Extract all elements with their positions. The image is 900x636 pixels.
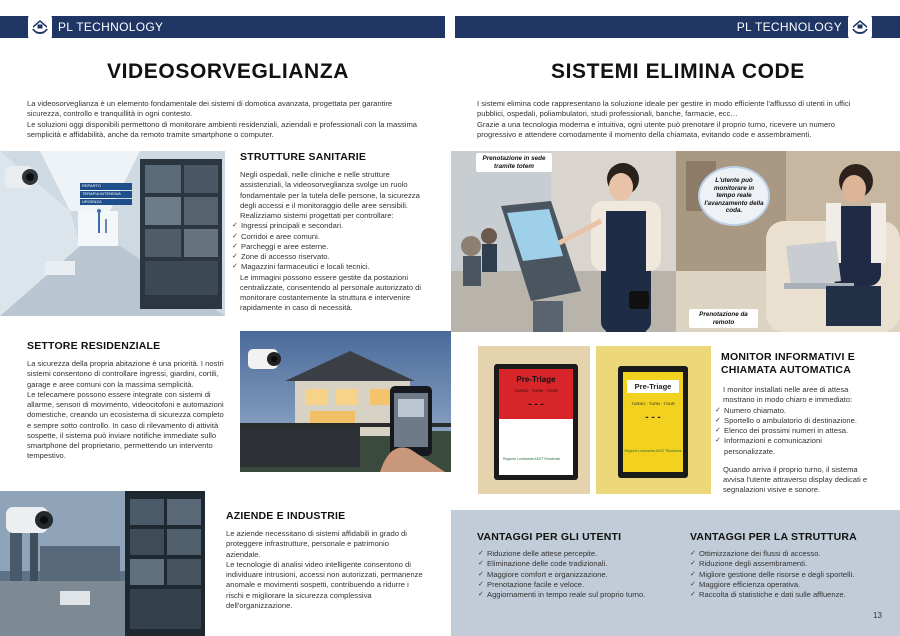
heading-strutture-sanitarie: STRUTTURE SANITARIE <box>240 151 367 163</box>
screen-subtitle: TURNO · TURN · TOUR <box>514 388 558 393</box>
brand-left <box>28 16 163 38</box>
monitor-list <box>715 406 875 457</box>
vantaggi-struttura-text <box>690 549 880 600</box>
screen-subtitle: TURNO · TURN · TOUR <box>631 401 675 406</box>
list-item: ✓ Zone di accesso riservato. <box>232 252 424 262</box>
screen-title: Pre-Triage <box>516 375 556 384</box>
vantaggi-utenti-text <box>478 549 678 600</box>
monitor-body: I monitor installati nelle aree di attesa mostrano in modo chiaro e immediato: <box>723 385 853 405</box>
house-hands-logo-icon <box>28 15 52 39</box>
list-item: ✓ Numero chiamato. <box>715 406 875 416</box>
residenziale-p1: La sicurezza della propria abitazione è una priorità. I nostri sistemi consentono di controllare ingressi, giardini, cortili, garage e aree comuni con la massima semplicità. <box>27 359 224 389</box>
page-title-left: VIDEOSORVEGLIANZA <box>107 60 350 83</box>
intro-left-p2: Le soluzioni oggi disponibili permettono di monitorare ambienti residenziali, aziendali e professionali con la massima semplicità e affidabilità, anche da remoto tramite smartphone o computer. <box>27 119 418 139</box>
list-item: ✓ Aggiornamenti in tempo reale sul proprio turno. <box>478 590 678 600</box>
list-item: ✓ Raccolta di statistiche e dati sulle affluenze. <box>690 590 880 600</box>
aziende-industrie-text <box>226 529 423 611</box>
list-item: ✓ Eliminazione delle code tradizionali. <box>478 559 678 569</box>
label-remote: Prenotazione da remoto <box>689 309 758 328</box>
strutture-sanitarie-body: Negli ospedali, nelle cliniche e nelle strutture assistenziali, la videosorveglianza svolge un ruolo fondamentale per la tutela delle persone, la sicurezza degli accessi e il monitoraggio delle aree sensibili. Realizziamo sistemi progettati per controllare: <box>240 170 420 220</box>
list-item: ✓ Informazioni e comunicazioni personalizzate. <box>715 436 875 457</box>
strutture-sanitarie-text <box>240 170 424 314</box>
intro-right <box>477 99 874 140</box>
strutture-sanitarie-list <box>232 221 424 272</box>
list-item: ✓ Elenco dei prossimi numeri in attesa. <box>715 426 875 436</box>
aziende-p2: Le tecnologie di analisi video intelligente consentono di individuare intrusioni, accessi non autorizzati, permanenze anomale e movimenti sospetti, contribuendo a ridurre i rischi e migliorare la sicurezza complessiva dell'organizzazione. <box>226 559 423 610</box>
heading-vantaggi-struttura: VANTAGGI PER LA STRUTTURA <box>690 531 857 543</box>
intro-right-p1: I sistemi elimina code rappresentano la soluzione ideale per gestire in modo efficiente l'afflusso di utenti in uffici pubblici, ospedali, poliambulatori, studi professionali, banche, farmacie, ecc… <box>477 99 851 119</box>
label-queue-monitor: L'utente può monitorare in tempo reale l'avanzamento della coda. <box>698 166 770 226</box>
intro-left-p1: La videosorveglianza è un elemento fondamentale dei sistemi di domotica avanzata, progettata per garantire sicurezza, controllo e tranquillità in ogni contesto. <box>27 99 393 119</box>
list-item: ✓ Sportello o ambulatorio di destinazione. <box>715 416 875 426</box>
aziende-p1: Le aziende necessitano di sistemi affidabili in grado di proteggere infrastrutture, personale e patrimonio aziendale. <box>226 529 407 559</box>
heading-aziende-industrie: AZIENDE E INDUSTRIE <box>226 510 346 522</box>
hospital-sign: REPARTO <box>80 183 132 190</box>
screen-footer: Regione Lombardia ASST Rhodense <box>624 449 682 453</box>
brand-name-left: PL TECHNOLOGY <box>58 20 164 34</box>
hospital-signs <box>80 183 132 205</box>
vantaggi-utenti-list <box>478 549 678 600</box>
list-item: ✓ Maggiore comfort e organizzazione. <box>478 570 678 580</box>
label-totem: Prenotazione in sede tramite totem <box>476 153 552 172</box>
list-item: ✓ Maggiore efficienza operativa. <box>690 580 880 590</box>
residenziale-p2: Le telecamere possono essere integrate con sistemi di allarme, sensori di movimento, videocitofoni e automazioni domestiche, creando un ecosistema di sicurezza completo e sempre sotto controllo. In caso di rilevamento di attività sospette, il sistema può inviare notifiche immediate sullo smartphone del proprietario, permettendo un intervento tempestivo. <box>27 389 224 461</box>
monitor-closing: Quando arriva il proprio turno, il sistema avvisa l'utente attraverso display dedicati e segnalazioni visive e sonore. <box>723 464 868 495</box>
brand-name-right: PL TECHNOLOGY <box>736 20 842 34</box>
settore-residenziale-text <box>27 359 226 462</box>
list-item: ✓ Magazzini farmaceutici e locali tecnici. <box>232 262 424 272</box>
list-item: ✓ Parcheggi e aree esterne. <box>232 242 424 252</box>
industrial-monitoring-photo <box>0 491 205 636</box>
strutture-sanitarie-closing: Le immagini possono essere gestite da postazioni centralizzate, consentendo al personale autorizzato di monitorare costantemente la struttura e intervenire rapidamente in caso di necessità. <box>240 272 422 313</box>
house-security-photo <box>240 331 451 472</box>
intro-right-p2: Grazie a una tecnologia moderna e intuitiva, ogni utente può prenotare il proprio turno, ricevere un numero progressivo e attendere comodamente il momento della chiamata, evitando code e assembramenti. <box>477 119 835 139</box>
heading-settore-residenziale: SETTORE RESIDENZIALE <box>27 340 161 352</box>
screen-footer: Regione Lombardia ASST Rhodense <box>503 457 561 461</box>
monitor-red-photo <box>478 346 590 494</box>
intro-left <box>27 99 423 140</box>
heading-vantaggi-utenti: VANTAGGI PER GLI UTENTI <box>477 531 622 543</box>
list-item: ✓ Ottimizzazione dei flussi di accesso. <box>690 549 880 559</box>
page-number: 13 <box>873 611 882 620</box>
screen-number: - - - <box>645 412 661 423</box>
hospital-corridor-photo <box>0 151 225 316</box>
list-item: ✓ Prenotazione facile e veloce. <box>478 580 678 590</box>
screen-title: Pre-Triage <box>627 380 679 393</box>
hospital-sign: URGENZA <box>80 199 132 206</box>
brand-right <box>737 16 872 38</box>
vantaggi-struttura-list <box>690 549 880 600</box>
house-hands-logo-icon <box>848 15 872 39</box>
list-item: ✓ Riduzione degli assembramenti. <box>690 559 880 569</box>
screen-number: - - - <box>528 399 544 410</box>
hospital-sign: TERAPIA INTENSIVA <box>80 191 132 198</box>
list-item: ✓ Migliore gestione delle risorse e degli sportelli. <box>690 570 880 580</box>
page-title-right: SISTEMI ELIMINA CODE <box>551 60 805 83</box>
monitor-informativi-text <box>723 385 875 496</box>
list-item: ✓ Corridoi e aree comuni. <box>232 232 424 242</box>
list-item: ✓ Ingressi principali e secondari. <box>232 221 424 231</box>
totem-booking-photo <box>451 151 676 332</box>
heading-monitor-informativi: MONITOR INFORMATIVI E CHIAMATA AUTOMATICA <box>721 351 855 377</box>
list-item: ✓ Riduzione delle attese percepite. <box>478 549 678 559</box>
monitor-yellow-photo <box>596 346 711 494</box>
